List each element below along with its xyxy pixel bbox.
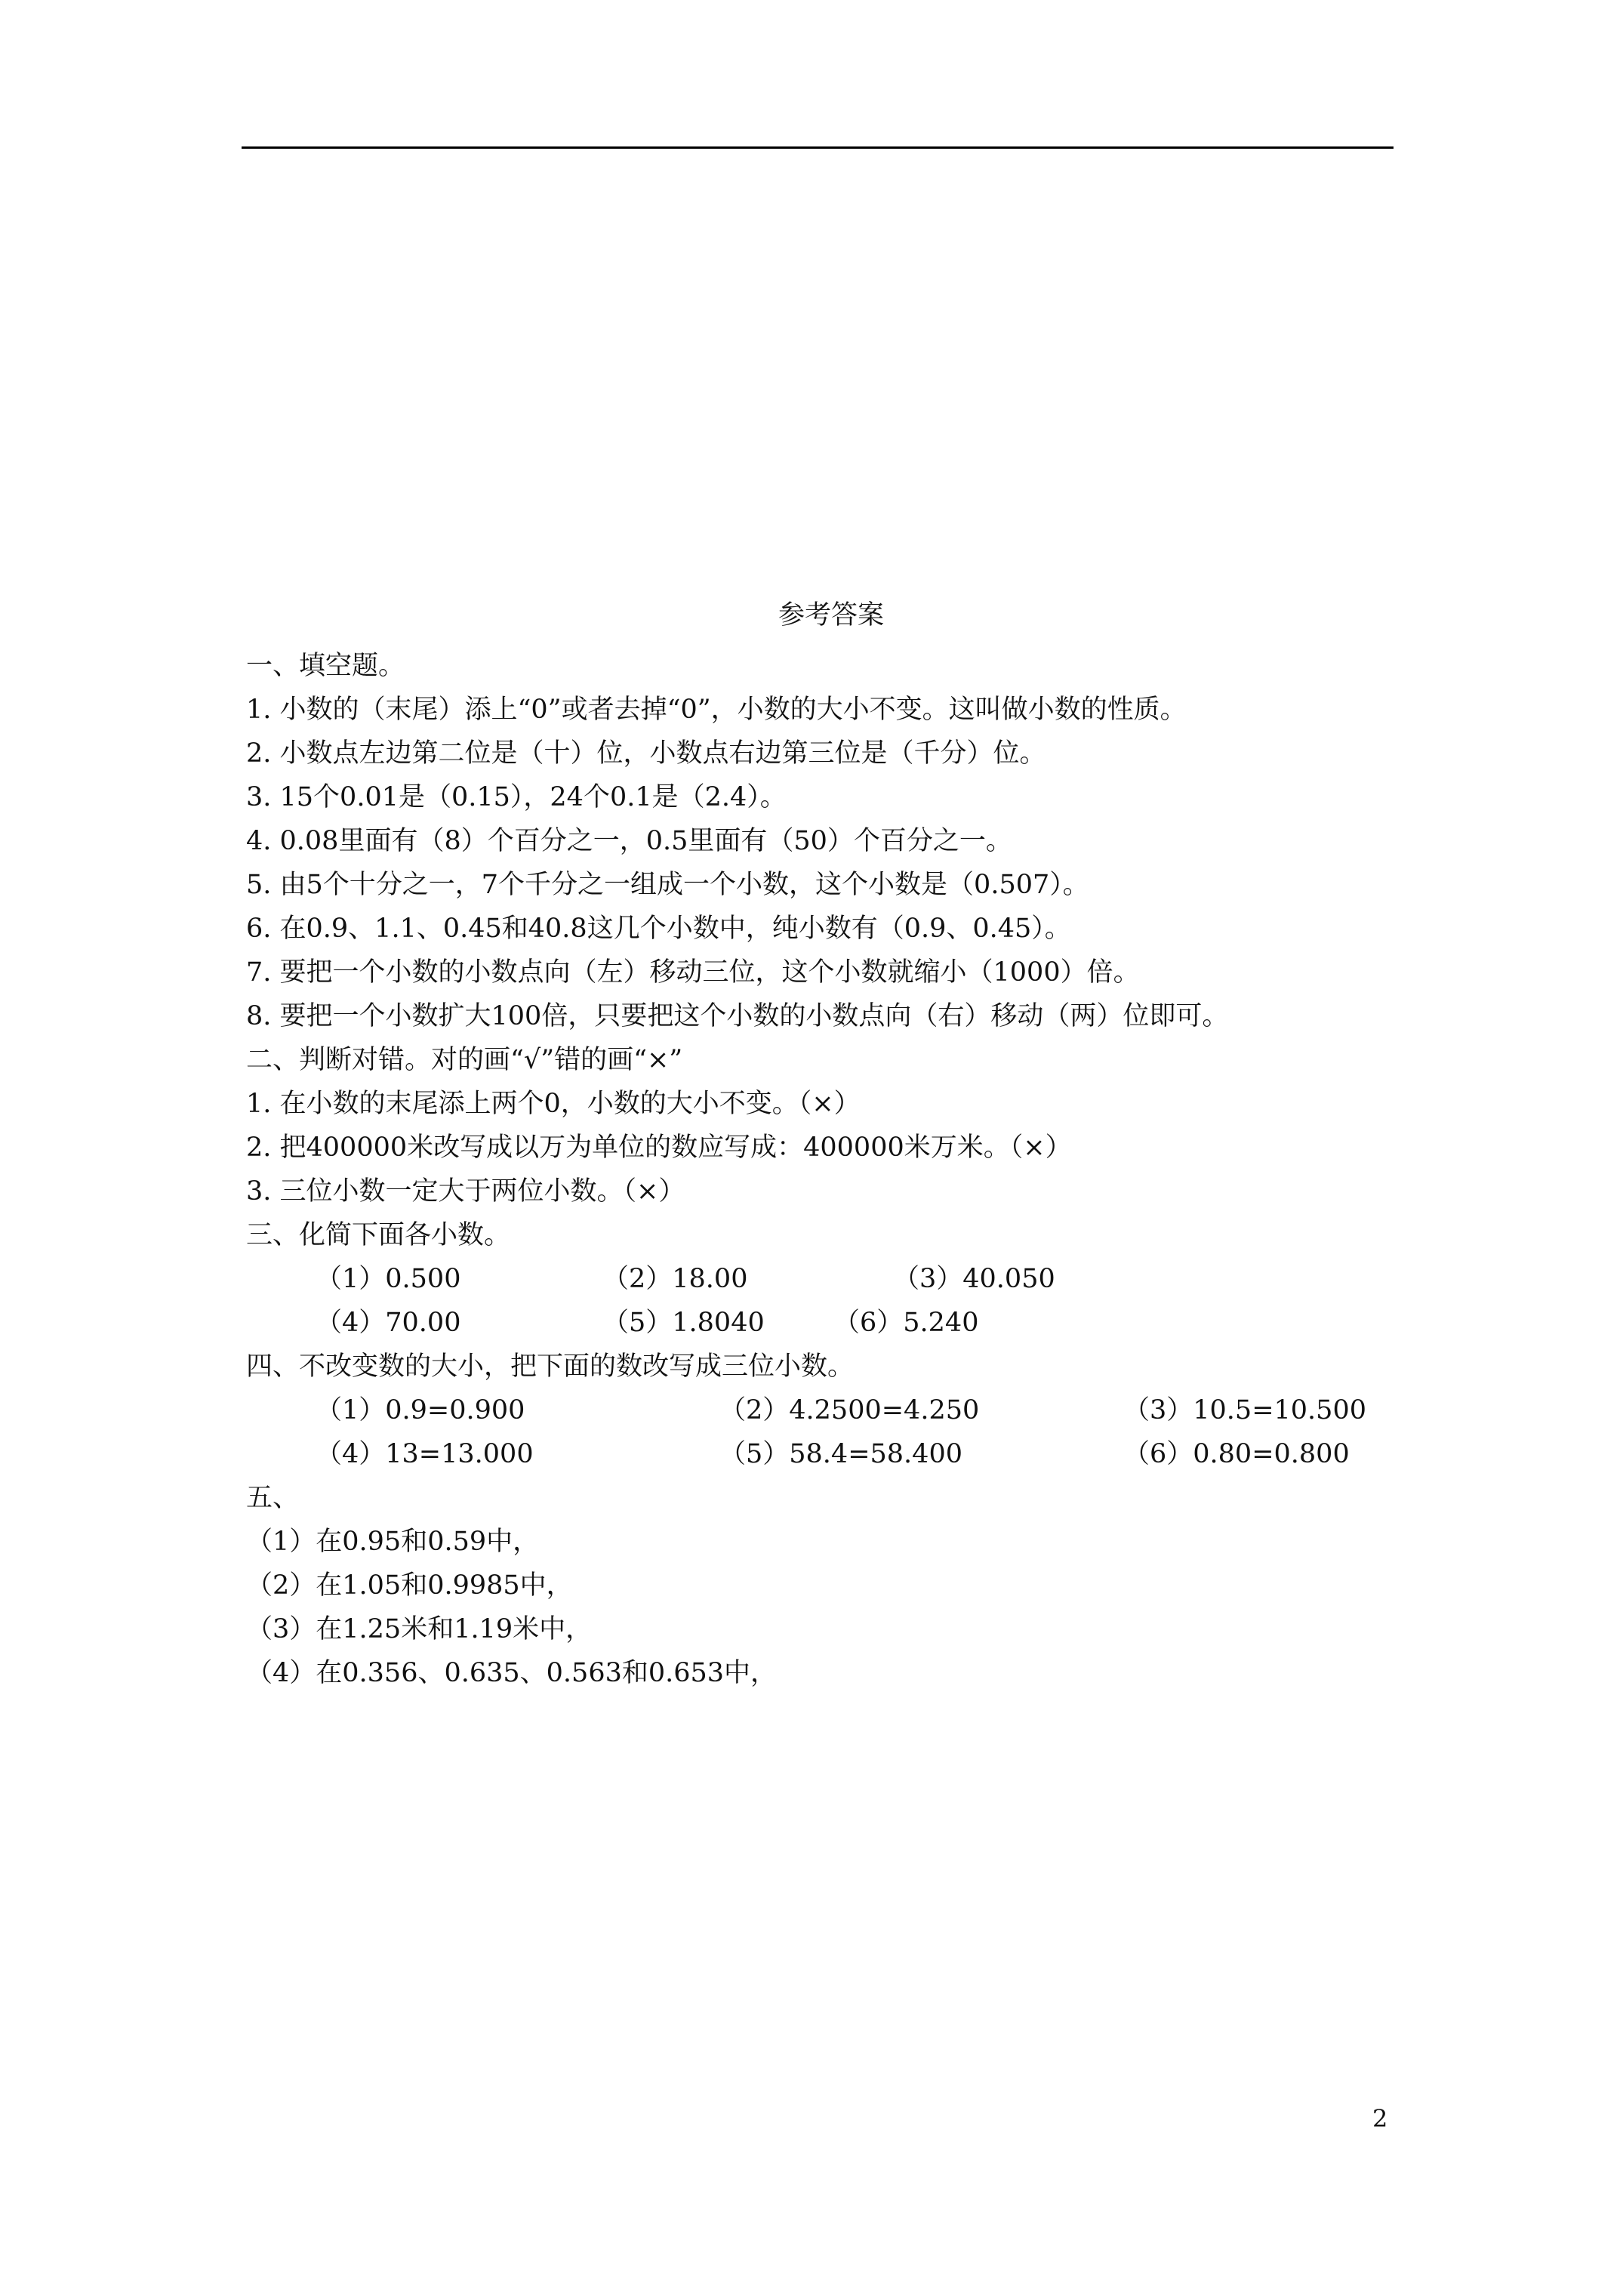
fill-blank-answer: 8. 要把一个小数扩大100倍，只要把这个小数的小数点向（右）移动（两）位即可。 — [246, 1001, 1229, 1031]
true-false-answer: 1. 在小数的末尾添上两个0，小数的大小不变。（×） — [246, 1089, 861, 1119]
compare-item: （3）在1.25米和1.19米中， — [246, 1614, 593, 1644]
three-decimal-answer: （2）4.2500=4.250 — [719, 1395, 980, 1425]
fill-blank-answer: 2. 小数点左边第二位是（十）位，小数点右边第三位是（千分）位。 — [246, 738, 1046, 769]
section-heading-simplify: 三、化简下面各小数。 — [246, 1220, 511, 1250]
fill-blank-answer: 3. 15个0.01是（0.15），24个0.1是（2.4）。 — [246, 782, 787, 812]
three-decimal-answer: （4）13=13.000 — [316, 1439, 534, 1469]
three-decimal-answer: （3）10.5=10.500 — [1123, 1395, 1366, 1425]
simplify-row — [246, 1257, 1424, 1301]
simplify-answer: （6）5.240 — [833, 1308, 979, 1338]
header-rule — [242, 146, 1394, 149]
answer-key — [246, 600, 1424, 1695]
section-heading-five: 五、 — [246, 1483, 300, 1513]
section-heading-three-decimal: 四、不改变数的大小，把下面的数改写成三位小数。 — [246, 1351, 855, 1382]
simplify-answer: （1）0.500 — [316, 1264, 461, 1294]
compare-item: （1）在0.95和0.59中， — [246, 1527, 540, 1557]
three-decimal-answer: （1）0.9=0.900 — [316, 1395, 525, 1425]
simplify-answer: （4）70.00 — [316, 1308, 461, 1338]
page-number: 2 — [1372, 2104, 1388, 2133]
three-decimal-answer: （5）58.4=58.400 — [719, 1439, 962, 1469]
page-title: 参考答案 — [778, 600, 884, 630]
section-heading-fill-blank: 一、填空题。 — [246, 651, 405, 681]
true-false-answer: 2. 把400000米改写成以万为单位的数应写成：400000米万米。（×） — [246, 1133, 1072, 1163]
true-false-answer: 3. 三位小数一定大于两位小数。（×） — [246, 1176, 685, 1207]
three-decimal-row — [246, 1432, 1424, 1476]
fill-blank-answer: 1. 小数的（末尾）添上“0”或者去掉“0”，小数的大小不变。这叫做小数的性质。 — [246, 695, 1187, 725]
simplify-row — [246, 1301, 1424, 1345]
simplify-answer: （2）18.00 — [602, 1264, 748, 1294]
compare-item: （2）在1.05和0.9985中， — [246, 1570, 573, 1601]
compare-item: （4）在0.356、0.635、0.563和0.653中， — [246, 1658, 778, 1688]
fill-blank-answer: 4. 0.08里面有（8）个百分之一，0.5里面有（50）个百分之一。 — [246, 826, 1012, 856]
fill-blank-answer: 6. 在0.9、1.1、0.45和40.8这几个小数中，纯小数有（0.9、0.45）。 — [246, 914, 1071, 944]
three-decimal-row — [246, 1388, 1424, 1432]
three-decimal-answer: （6）0.80=0.800 — [1123, 1439, 1350, 1469]
fill-blank-answer: 5. 由5个十分之一，7个千分之一组成一个小数，这个小数是（0.507）。 — [246, 870, 1089, 900]
section-heading-true-false: 二、判断对错。对的画“√”错的画“×” — [246, 1045, 683, 1075]
simplify-answer: （3）40.050 — [893, 1264, 1055, 1294]
simplify-answer: （5）1.8040 — [602, 1308, 765, 1338]
fill-blank-answer: 7. 要把一个小数的小数点向（左）移动三位，这个小数就缩小（1000）倍。 — [246, 957, 1140, 988]
